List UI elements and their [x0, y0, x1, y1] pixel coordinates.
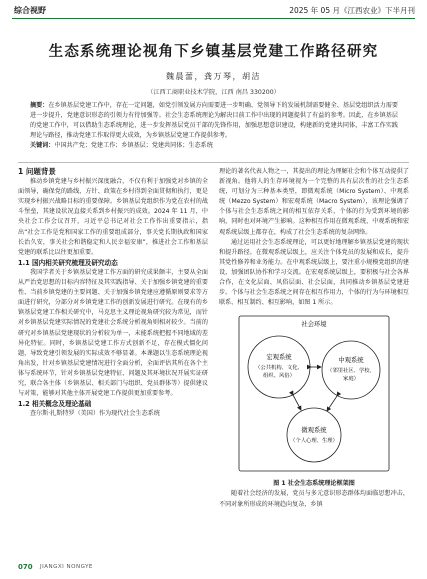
abstract-divider	[18, 162, 409, 163]
ecosystem-diagram	[219, 312, 409, 476]
subsection-heading-1-1: 1.1 国内相关研究梳理及研究动态	[18, 258, 118, 267]
micro-title: 微观系统	[301, 427, 327, 435]
paragraph: 查尔斯·扎斯特罗（美国）作为现代社会生态系统	[30, 410, 160, 418]
environment-label: 社会环境	[301, 321, 327, 329]
mezzo-detail-1: （邻里社区、学校、	[327, 368, 375, 375]
outer-environment-box	[239, 316, 389, 471]
micro-detail-1: （个人心理、生理）	[290, 438, 338, 445]
paragraph: 随着社会经济的发展，党员与多元意识形态群体均面临思想冲击，不同对象所形成的环境趋向复杂，乡镇	[219, 490, 409, 508]
journal-name: JIANGXI NONGYE	[40, 564, 93, 570]
micro-circle	[287, 408, 341, 462]
macro-detail-2: 组织、风俗）	[263, 373, 295, 380]
issue-label: 2025 年 05 月《江西农业》下半月刊	[289, 6, 415, 15]
abstract-text: 在乡镇基层党建工作中，存在一定问题，如党引领发展方向需要进一步明确、党领导下的发展机制需要健全、基层党组织活力需要进一步提升，党建意识形态的引领力有待加强等。社会生态系统理论为解决目前工作中出现的问题提供了有益的参考。因此，在乡镇基层的党建工作中，可以借助生态系统理论，进一步发挥基层党员干部的先锋作用，加强思想意识建设，构建新的党建共同体，丰富工作实践理论与路径，推动党建工作取得更大成效，为乡镇基层党建工作提供参考。	[30, 102, 399, 140]
mezzo-title: 中观系统	[338, 357, 364, 365]
page-number: 070	[18, 563, 33, 571]
keywords-text: 中国共产党；党建工作；乡镇基层；党建共同体；生态系统	[54, 142, 213, 150]
figure-caption: 图 1 社会生态系统理论框架图	[273, 480, 355, 488]
macro-micro-arrow	[293, 395, 301, 410]
page-footer	[18, 562, 409, 574]
article-affiliation: （江西工商职业技术学院，江西 南昌 330200）	[147, 89, 280, 96]
section-label: 综合视野	[14, 6, 46, 15]
left-column	[18, 167, 208, 419]
paragraph: 推动乡镇党建与乡村振兴深度融合，不仅有利于加强党对乡镇的全面领导，确保党的路线、方针、政策在乡村得到全面贯彻和执行，更是实现乡村振兴战略目标的重要保障。乡镇基层党组织作为党在农村的战斗堡垒，其建设状况直接关系到乡村振兴的成效。2024 年 11 月，中央社会工作会议召开，习近平总书记对社会工作作出重要指示，指出“社会工作是党和国家工作的重要组成部分，事关党长期执政和国家长治久安，事关社会和谐稳定和人民幸福安康”，推进社会工作和基层党建的联系比以往更加重要。	[18, 178, 208, 256]
mezzo-detail-2: 家庭）	[343, 376, 359, 383]
paragraph: 理论的著名代表人物之一，其提出的理论为理解社会和个体互动提供了新视角。他将人的生存环境视为一个完整的具有层次性的社会生态系统，可划分为三种基本类型，即微观系统（Micro System）、中观系统（Mezzo System）和宏观系统（Macro System），该理论强调了个体与社会生态系统之间的相互依存关系，个体的行为受到环境的影响，同时也对环境产生影响。这种相互作用在微观系统、中观系统和宏观系统层级上都存在，构成了社会生态系统的复杂网络。	[219, 168, 409, 236]
article-authors: 魏晨蕾，龚万琴，胡洁	[166, 72, 261, 81]
paragraph: 通过运用社会生态系统理论，可以更好地理解乡镇基层党建的现状和提升路径。在微观系统层级上，应关注个体党员的发展和成长，提升其党性修养和业务能力。在中观系统层级上，要注重小规模党组织的建设，加强团队协作和学习交流。在宏观系统层级上，要积极与社会各界合作，在文化层面、风俗层面、社会层面，共同推动乡镇基层党建进步。个体与社会生态系统之间存在相互作用力，个体的行为与环境相互联系、相互制约、相互影响，如图 1 所示。	[219, 238, 409, 307]
keywords-label: 关键词：	[30, 142, 55, 150]
macro-title: 宏观系统	[266, 354, 292, 362]
header-rule	[12, 18, 415, 19]
article-title: 生态系统理论视角下乡镇基层党建工作路径研究	[48, 43, 379, 60]
page-header	[0, 0, 427, 19]
section-heading-1: 1 问题背景	[18, 167, 56, 176]
figure-1	[219, 312, 409, 476]
abstract-label: 摘要：	[30, 102, 49, 109]
subsection-heading-1-2: 1.2 相关概念及理论基础	[18, 400, 92, 409]
macro-detail-1: （公共机构、文化、	[255, 365, 303, 372]
right-column	[219, 167, 409, 510]
mezzo-micro-arrow	[327, 396, 337, 411]
paragraph: 我国学者关于乡镇基层党建工作方面的研究成果颇丰，主要从全面从严治党思想的目标内容特征及其实践指导、关于加强乡镇党建的重要性、当前乡镇党建的主要问题、关于加强乡镇党建应遵循原则要求等方面进行研究，分部分对乡镇党建工作的创新发展进行研究。在现有的乡镇基层党建工作相关研究中，马克思主义理论视角研究较为常见，而针对乡镇基层党建实际情况的党建社会系统分析视角则相对较少。当前的研究对乡镇基层党建现状的分析较为单一，未能系统把握不同地域的差异化特征。同时，乡镇基层党建工作方式创新不足，存在模式僵化问题，导致党建引领发展的实际成效不够显著。本课题以生态系统理论视角出发，针对乡镇基层党建情况进行全面分析，全面评估其所在各个主体与系统环节，针对乡镇基层党建特征、问题及其环境状况开展实证研究，联合各主体（乡镇基层、相关部门与组织、党员群体等）提供建议与对策，能够对其他主体开展党建工作提供更加重要参考。	[18, 268, 208, 398]
abstract-block	[30, 101, 398, 151]
